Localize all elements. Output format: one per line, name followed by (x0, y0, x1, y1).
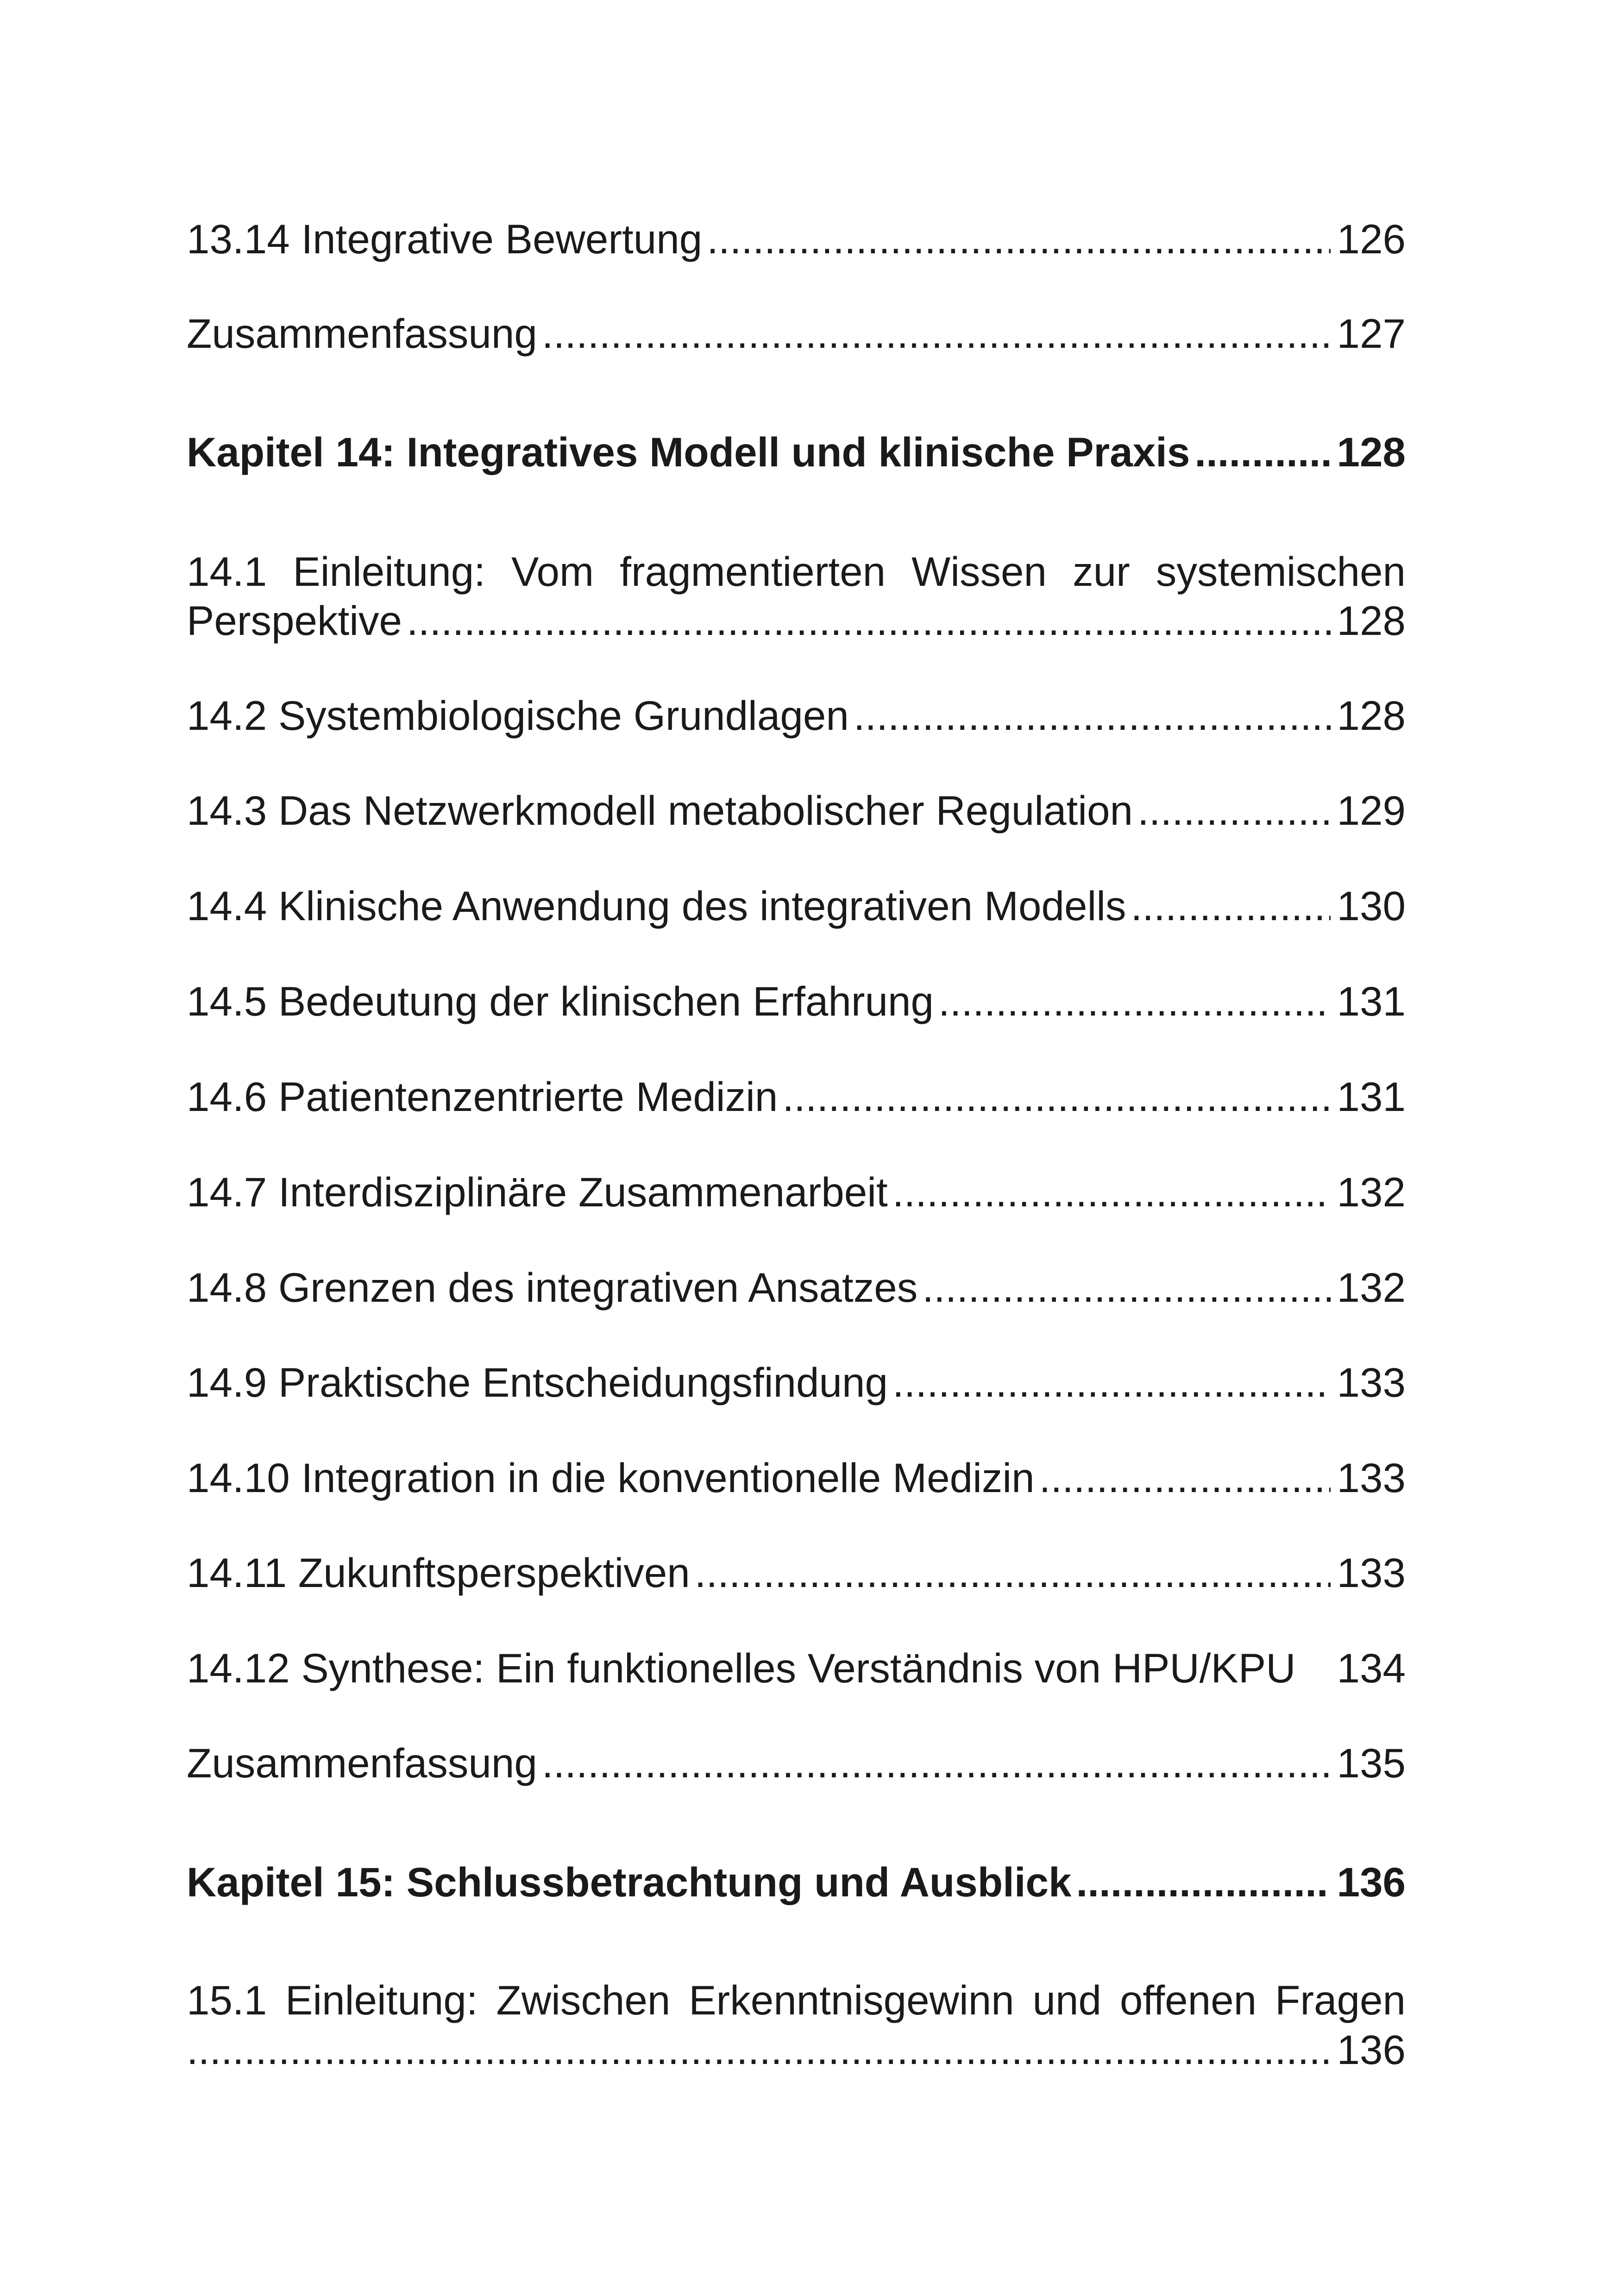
toc-entry-title-line1: 15.1 Einleitung: Zwischen Erkenntnisgewinn und offenen Fragen (187, 1977, 1406, 2023)
toc-dot-leader (407, 600, 1331, 641)
toc-entry-title: 14.4 Klinische Anwendung des integrativen Modells (187, 883, 1126, 929)
toc-entry[interactable] (187, 692, 1406, 739)
toc-chapter-title: Kapitel 15: Schlussbetrachtung und Ausblick (187, 1859, 1072, 1905)
toc-entry-page: 131 (1337, 1073, 1406, 1120)
toc-entry-page: 127 (1337, 310, 1406, 357)
toc-dot-leader (938, 981, 1331, 1022)
toc-entry[interactable] (187, 310, 1406, 357)
toc-entry-title: 13.14 Integrative Bewertung (187, 216, 703, 262)
toc-entry-title: Zusammenfassung (187, 310, 537, 357)
toc-dot-leader (695, 1552, 1331, 1593)
toc-entry-title: 14.7 Interdisziplinäre Zusammenarbeit (187, 1169, 888, 1215)
toc-entry-first-line[interactable] (187, 1977, 1406, 2023)
toc-entry-page: 133 (1337, 1549, 1406, 1596)
toc-entry[interactable] (187, 978, 1406, 1024)
toc-entry-page: 126 (1337, 216, 1406, 262)
toc-dot-leader (707, 219, 1330, 260)
toc-dot-leader (1131, 885, 1331, 927)
toc-entry-first-line[interactable] (187, 548, 1406, 595)
toc-entry-page: 135 (1337, 1740, 1406, 1786)
toc-entry-title: 14.6 Patientenzentrierte Medizin (187, 1073, 778, 1120)
toc-chapter-entry[interactable] (187, 1859, 1406, 1905)
toc-entry-page: 131 (1337, 978, 1406, 1024)
toc-dot-leader (854, 695, 1331, 736)
toc-entry-title: 14.5 Bedeutung der klinischen Erfahrung (187, 978, 934, 1024)
toc-chapter-page: 136 (1337, 1859, 1406, 1905)
toc-entry[interactable] (187, 216, 1406, 262)
toc-dot-leader (1137, 790, 1330, 831)
toc-dot-leader (1194, 432, 1330, 473)
toc-dot-leader (1039, 1457, 1331, 1499)
toc-entry-page: 133 (1337, 1455, 1406, 1501)
toc-entry-title: Perspektive (187, 597, 402, 644)
toc-entry[interactable] (187, 885, 1406, 927)
toc-chapter-entry[interactable] (187, 429, 1406, 475)
toc-entry-title: Zusammenfassung (187, 1740, 537, 1786)
toc-entry[interactable] (187, 1359, 1406, 1405)
toc-dot-leader (542, 313, 1331, 354)
toc-entry-title: 14.8 Grenzen des integrativen Ansatzes (187, 1264, 918, 1311)
toc-entry-title-line1: 14.1 Einleitung: Vom fragmentierten Wissen zur systemischen (187, 548, 1406, 595)
toc-entry-page: 128 (1337, 597, 1406, 644)
toc-entry[interactable] (187, 597, 1406, 644)
toc-entry[interactable] (187, 1457, 1406, 1499)
toc-chapter-page: 128 (1337, 429, 1406, 475)
toc-entry-page: 130 (1337, 883, 1406, 929)
toc-entry-title: 14.12 Synthese: Ein funktionelles Verständnis von HPU/KPU (187, 1645, 1296, 1691)
toc-dot-leader (892, 1172, 1331, 1213)
toc-entry-title: 14.9 Praktische Entscheidungsfindung (187, 1359, 888, 1405)
toc-entry-title: 14.3 Das Netzwerkmodell metabolischer Regulation (187, 787, 1133, 834)
toc-entry[interactable] (187, 1169, 1406, 1215)
toc-entry-page: 132 (1337, 1169, 1406, 1215)
toc-entry[interactable] (187, 1645, 1406, 1691)
toc-dot-leader (1076, 1862, 1331, 1903)
toc-entry[interactable] (187, 2026, 1406, 2073)
toc-dot-leader (892, 1362, 1331, 1403)
toc-dot-leader (187, 2029, 1331, 2070)
toc-entry[interactable] (187, 787, 1406, 834)
toc-entry-title: 14.11 Zukunftsperspektiven (187, 1549, 690, 1596)
toc-chapter-title: Kapitel 14: Integratives Modell und klinische Praxis (187, 429, 1190, 475)
toc-entry-title: 14.10 Integration in die konventionelle Medizin (187, 1455, 1035, 1501)
toc-entry-page: 133 (1337, 1359, 1406, 1405)
toc-entry-page: 132 (1337, 1264, 1406, 1311)
toc-entry[interactable] (187, 1073, 1406, 1120)
toc-entry[interactable] (187, 1264, 1406, 1311)
toc-entry-page: 134 (1337, 1645, 1406, 1691)
toc-entry-page: 129 (1337, 787, 1406, 834)
toc-entry[interactable] (187, 1549, 1406, 1596)
toc-dot-leader (922, 1267, 1330, 1308)
toc-entry-page: 136 (1337, 2026, 1406, 2073)
toc-entry-title: 14.2 Systembiologische Grundlagen (187, 692, 849, 739)
toc-entry[interactable] (187, 1740, 1406, 1786)
toc-dot-leader (542, 1743, 1331, 1784)
toc-dot-leader (782, 1076, 1330, 1117)
toc-entry-page: 128 (1337, 692, 1406, 739)
